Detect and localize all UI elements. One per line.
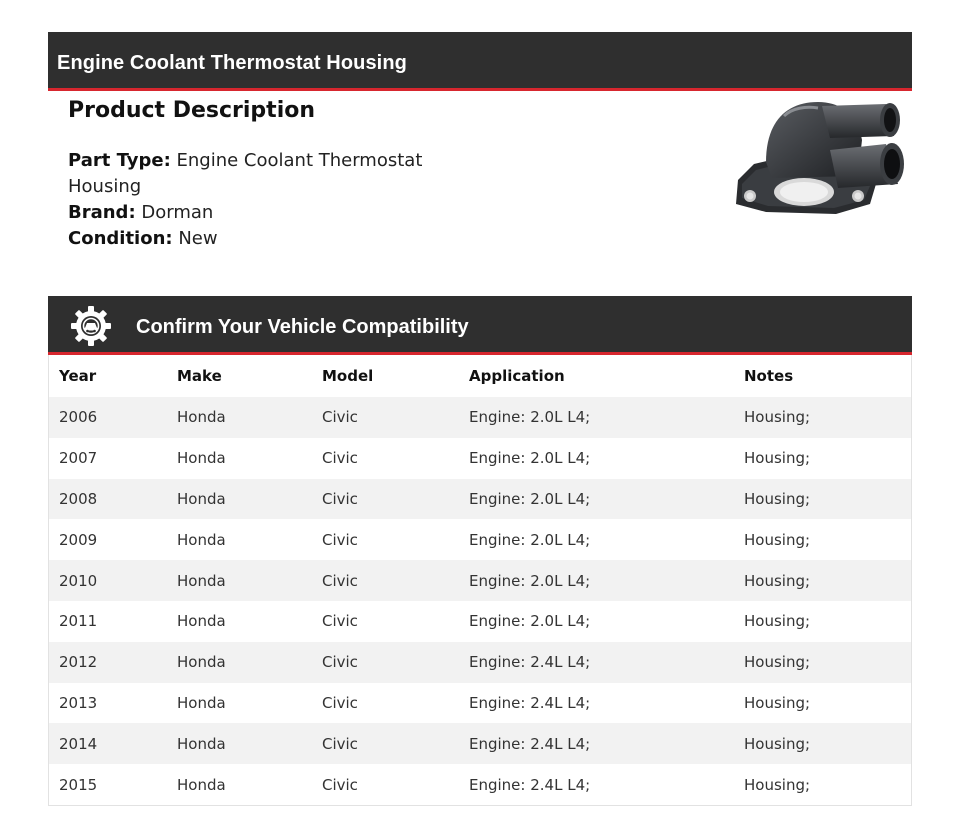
column-header-notes: Notes xyxy=(744,367,794,385)
cell-year: 2015 xyxy=(49,764,167,805)
cell-model: Civic xyxy=(312,601,459,642)
part-type-line xyxy=(68,148,448,200)
cell-year: 2014 xyxy=(49,723,167,764)
table-row xyxy=(49,397,911,438)
table-header-row xyxy=(49,355,911,397)
cell-notes: Housing; xyxy=(734,601,911,642)
cell-make: Honda xyxy=(167,683,312,724)
cell-model: Civic xyxy=(312,642,459,683)
cell-year: 2008 xyxy=(49,479,167,520)
cell-year: 2009 xyxy=(49,519,167,560)
cell-make: Honda xyxy=(167,519,312,560)
cell-year: 2006 xyxy=(49,397,167,438)
part-type-label: Part Type: xyxy=(68,150,171,171)
part-type-value: Engine Coolant Thermostat Housing xyxy=(68,150,423,197)
product-description xyxy=(68,96,448,252)
cell-application: Engine: 2.0L L4; xyxy=(459,601,734,642)
cell-notes: Housing; xyxy=(734,438,911,479)
product-title-bar xyxy=(48,32,912,91)
cell-year: 2010 xyxy=(49,560,167,601)
cell-model: Civic xyxy=(312,479,459,520)
table-row xyxy=(49,764,911,805)
table-row xyxy=(49,519,911,560)
table-row xyxy=(49,723,911,764)
cell-year: 2013 xyxy=(49,683,167,724)
compatibility-bar xyxy=(48,296,912,355)
table-row xyxy=(49,642,911,683)
table-row xyxy=(49,438,911,479)
product-image xyxy=(726,92,908,222)
gear-car-icon xyxy=(70,305,112,347)
cell-year: 2011 xyxy=(49,601,167,642)
column-header-model: Model xyxy=(322,367,374,385)
cell-year: 2012 xyxy=(49,642,167,683)
description-heading: Product Description xyxy=(68,98,316,123)
cell-model: Civic xyxy=(312,723,459,764)
brand-line xyxy=(68,200,448,226)
product-title: Engine Coolant Thermostat Housing xyxy=(57,52,407,74)
brand-label: Brand: xyxy=(68,202,136,223)
cell-make: Honda xyxy=(167,397,312,438)
cell-model: Civic xyxy=(312,438,459,479)
cell-notes: Housing; xyxy=(734,723,911,764)
table-row xyxy=(49,560,911,601)
cell-application: Engine: 2.0L L4; xyxy=(459,397,734,438)
column-header-make: Make xyxy=(177,367,222,385)
cell-notes: Housing; xyxy=(734,683,911,724)
cell-notes: Housing; xyxy=(734,642,911,683)
compatibility-title: Confirm Your Vehicle Compatibility xyxy=(136,316,469,338)
cell-notes: Housing; xyxy=(734,519,911,560)
condition-label: Condition: xyxy=(68,228,173,249)
cell-application: Engine: 2.0L L4; xyxy=(459,479,734,520)
cell-model: Civic xyxy=(312,560,459,601)
cell-make: Honda xyxy=(167,479,312,520)
cell-make: Honda xyxy=(167,560,312,601)
cell-model: Civic xyxy=(312,397,459,438)
table-row xyxy=(49,479,911,520)
cell-application: Engine: 2.4L L4; xyxy=(459,642,734,683)
cell-application: Engine: 2.4L L4; xyxy=(459,683,734,724)
brand-value: Dorman xyxy=(141,202,214,223)
condition-value: New xyxy=(178,228,218,249)
cell-notes: Housing; xyxy=(734,479,911,520)
cell-application: Engine: 2.0L L4; xyxy=(459,438,734,479)
cell-notes: Housing; xyxy=(734,764,911,805)
cell-make: Honda xyxy=(167,438,312,479)
compatibility-table xyxy=(48,355,912,806)
cell-notes: Housing; xyxy=(734,560,911,601)
cell-notes: Housing; xyxy=(734,397,911,438)
cell-make: Honda xyxy=(167,642,312,683)
column-header-application: Application xyxy=(469,367,565,385)
cell-model: Civic xyxy=(312,683,459,724)
cell-application: Engine: 2.0L L4; xyxy=(459,519,734,560)
cell-make: Honda xyxy=(167,601,312,642)
cell-model: Civic xyxy=(312,519,459,560)
cell-year: 2007 xyxy=(49,438,167,479)
table-row xyxy=(49,601,911,642)
cell-make: Honda xyxy=(167,764,312,805)
column-header-year: Year xyxy=(59,367,97,385)
condition-line xyxy=(68,226,448,252)
cell-model: Civic xyxy=(312,764,459,805)
cell-application: Engine: 2.4L L4; xyxy=(459,764,734,805)
cell-application: Engine: 2.4L L4; xyxy=(459,723,734,764)
table-row xyxy=(49,683,911,724)
cell-make: Honda xyxy=(167,723,312,764)
cell-application: Engine: 2.0L L4; xyxy=(459,560,734,601)
table-body xyxy=(49,397,911,805)
